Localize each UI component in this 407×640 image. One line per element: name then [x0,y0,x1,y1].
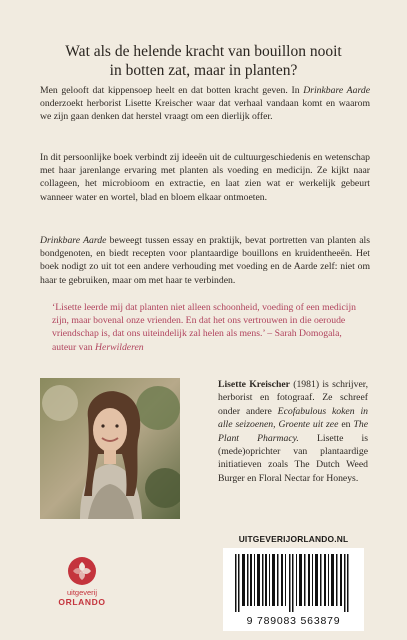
quote-text: ‘Lisette leerde mij dat planten niet alleen schoonheid, voeding of een medicijn zijn, maar bovenal onze vrienden. En dat het ons vertrouwen in die oeroude vriendschap is, dat ons uiteindelijk zal helen als mens.’ – Sarah Domogala, auteur van [52,302,356,353]
intro-text-b: onderzoekt herborist Lisette Kreischer waar dat verhaal vandaan komt en waarom we zijn gaan denken dat herstel vraagt om een dierlijk offer. [40,98,370,123]
bio-text-b: en [338,419,354,431]
isbn-number: 9 789083 563879 [246,615,341,627]
author-photo [40,378,180,519]
book-title-italic: Drinkbare Aarde [40,235,107,246]
publisher-url: UITGEVERIJORLANDO.NL [238,534,349,544]
headline-line-1: Wat als de helende kracht van bouillon nooit [65,43,342,60]
body-paragraph-3 [40,234,370,287]
headline [40,42,367,80]
publisher-label: uitgeverij [66,588,97,597]
body-paragraph-2: In dit persoonlijke boek verbindt zij ideeën uit de cultuurgeschiedenis en wetenschap met haar jarenlange ervaring met planten als voeding en medicijn. Ze kijkt naar collageen, het microbioom en extractie, en laat zien wat er werkelijk gebeurt wanneer water en wortel, blad en bloem elkaar ontmoeten. [40,152,370,203]
barcode-bars [223,548,364,612]
intro-paragraph [40,84,370,124]
bio-text-c: Lisette is (mede)oprichter van plantaardige initiatieven zoals The Dutch Weed Burger en Floral Nectar for Honeys. [218,432,368,484]
bio-books-2: The Plant Pharmacy. [218,419,368,444]
bio-text-a: (1981) is schrijver, herborist en fotograaf. Ze schreef onder andere [218,379,369,417]
author-bio [218,378,368,485]
author-name: Lisette Kreischer [218,379,290,390]
publisher-flower-icon [67,556,97,586]
publisher-logo [57,556,107,607]
publisher-name: ORLANDO [58,597,106,607]
quote-book-title: Herwilderen [95,341,144,353]
intro-text-a: Men gelooft dat kippensoep heelt en dat botten kracht geven. In [40,85,304,96]
endorsement-quote [52,301,366,354]
headline-line-2: in botten zat, maar in planten? [109,62,298,79]
bio-books-1: Ecofabulous koken in alle seizoenen, Groente uit zee [218,405,368,431]
paragraph-3-text: beweegt tussen essay en praktijk, bevat portretten van planten als bondgenoten, en biedt recepten voor plantaardige bouillons en kruidentheeën. Het boek nodigt zo uit tot een andere verhouding met voeding en de Aarde zelf: niet om haar te gebruiken, maar om met haar te verbinden. [40,235,371,286]
book-title-italic: Drinkbare Aarde [303,85,370,96]
